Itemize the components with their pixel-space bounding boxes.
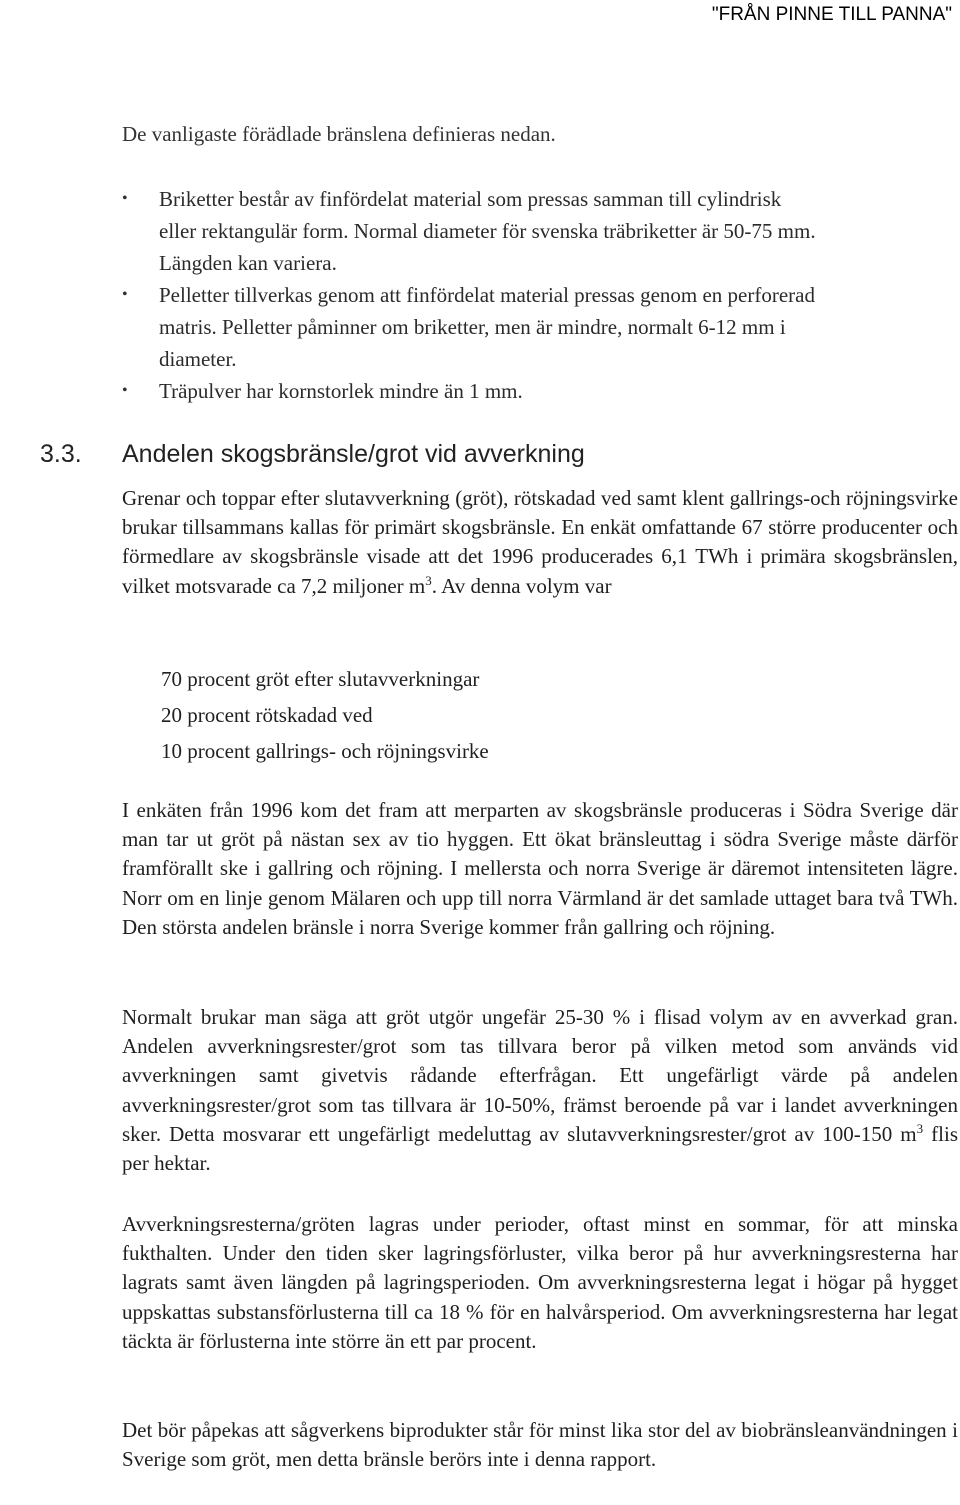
bullet-icon: • <box>122 190 128 207</box>
list-item: 20 procent rötskadad ved <box>161 703 373 727</box>
section-number: 3.3. <box>40 440 82 468</box>
list-item: 10 procent gallrings- och röjningsvirke <box>161 739 489 763</box>
section-heading <box>40 440 585 469</box>
paragraph-storage: Avverkningsresterna/gröten lagras under perioder, oftast minst en sommar, för att minska fukthalten. Under den tiden sker lagringsförluster, vilka beror på hur avverkningsresterna har lagrats samt även längden på lagringsperioden. Om avverkningsresterna legat i högar på hygget uppskattas substansförlusterna till ca 18 % för en halvårsperiod. Om avverkningsresterna har legat täckta är förlusterna inte större än ett par procent. <box>122 1212 958 1353</box>
paragraph-survey-1996: I enkäten från 1996 kom det fram att merparten av skogsbränsle produceras i Södra Sverige där man tar ut gröt på nästan sex av tio hyggen. Ett ökat bränsleuttag i södra Sverige måste därför framförallt ske i gallring och röjning. I mellersta och norra Sverige är däremot intensiteten lägre. Norr om en linje genom Mälaren och upp till norra Värmland är det samlade uttaget bara två TWh. Den största andelen bränsle i norra Sverige kommer från gallring och röjning. <box>122 798 958 939</box>
bullet-icon: • <box>122 286 128 303</box>
running-header: "FRÅN PINNE TILL PANNA" <box>711 4 952 25</box>
paragraph-sawmill: Det bör påpekas att sågverkens biprodukter står för minst lika stor del av biobränsleanvändningen i Sverige som gröt, men detta bränsle berörs inte i denna rapport. <box>122 1418 958 1472</box>
list-item: • Briketter består av finfördelat material som pressas samman till cylindrisk eller rektangulär form. Normal diameter för svenska träbriketter är 50-75 mm. Längden kan variera. <box>0 183 944 279</box>
section-title: Andelen skogsbränsle/grot vid avverkning <box>122 440 585 468</box>
list-item: • Pelletter tillverkas genom att finfördelat material pressas genom en perforerad matris. Pelletter påminner om briketter, men är mindre, normalt 6-12 mm i diameter. <box>0 279 944 375</box>
intro-sentence: De vanligaste förädlade bränslena definieras nedan. <box>122 122 556 146</box>
paragraph-primary-fuel: Grenar och toppar efter slutavverkning (gröt), rötskadad ved samt klent gallrings-och röjningsvirke brukar tillsammans kallas för primärt skogsbränsle. En enkät omfattande 67 större producenter och förmedlare av skogsbränsle visade att det 1996 producerades 6,1 TWh i primära skogsbränslen, vilket motsvarade ca 7,2 miljoner $m^3$. Av denna volym var <box>122 486 958 598</box>
list-item: • Träpulver har kornstorlek mindre än 1 mm. <box>0 375 944 407</box>
list-item: 70 procent gröt efter slutavverkningar <box>161 667 480 691</box>
fuel-definition-list <box>0 183 960 407</box>
volume-breakdown-list <box>161 661 489 769</box>
bullet-icon: • <box>122 382 128 399</box>
paragraph-grot-share: Normalt brukar man säga att gröt utgör ungefär 25-30 % i flisad volym av en avverkad gran. Andelen avverkningsrester/grot som tas tillvara beror på vilken metod som används vid avverkningen samt givetvis rådande efterfrågan. Ett ungefärligt värde på andelen avverkningsrester/grot som tas tillvara är 10-50%, främst beroende på var i landet avverkningen sker. Detta mosvarar ett ungefärligt medeluttag av slutavverkningsrester/grot av 100-150 $m^3$ flis per hektar. <box>122 1005 959 1176</box>
